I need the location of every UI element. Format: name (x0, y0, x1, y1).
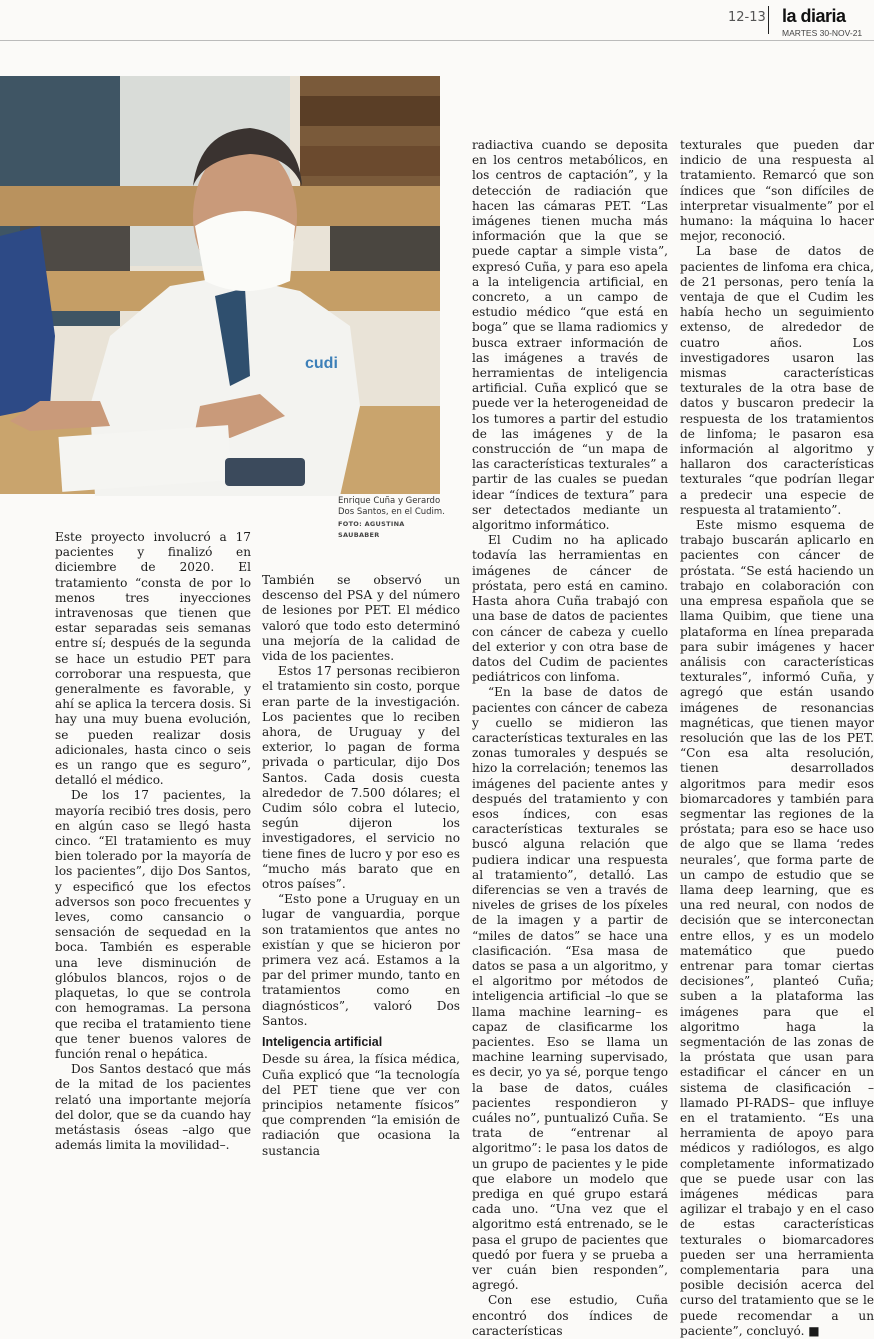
header-divider (768, 6, 769, 34)
photo-caption (338, 496, 448, 541)
paragraph: La base de datos de pacientes de linfoma era chica, de 21 personas, pero tenía la ventaja de que el Cudim les había hecho un seguimiento extenso, de alrededor de cuatro años. Los investigadores usaron las mismas características texturales de la otra base de datos y buscaron predecir la respuesta de los tratamientos de linfoma; le pasaron esa información al algoritmo y hallaron dos características texturales “que podrían llegar a predecir una especie de respuesta al tratamiento”. (680, 244, 874, 517)
issue-date: MARTES 30-NOV-21 (782, 28, 863, 38)
brand-logo: la diaria (782, 6, 846, 26)
paragraph: Con ese estudio, Cuña encontró dos índices de características (472, 1293, 668, 1338)
caption-text: Enrique Cuña y Gerardo Dos Santos, en el Cudim. (338, 496, 445, 517)
paragraph: “En la base de datos de pacientes con cáncer de cabeza y cuello se midieron las características texturales en las zonas tumorales y después se hizo la correlación; tenemos las imágenes del paciente antes y después del tratamiento y con esos índices, con esas características texturales se buscó alguna relación que pudiera indicar una respuesta al tratamiento”, detalló. Las diferencias se ven a través de niveles de grises de los píxeles de la imagen y a partir de “miles de datos” se hace una clasificación. “Esa masa de datos se pasa a un algoritmo, y el algoritmo por métodos de inteligencia artificial –lo que se llama machine learning– es capaz de clasificarme los pacientes. Eso se llama un machine learning supervisado, es decir, yo ya sé, porque tengo la base de datos, cuáles pacientes respondieron y cuáles no”, puntualizó Cuña. Se trata de “entrenar al algoritmo”: le pasa los datos de un grupo de pacientes y le pide que elabore un modelo que prediga en qué grupo estará cada uno. “Una vez que el algoritmo está entrenado, se le pasa el grupo de pacientes que quedó por fuera y se prueba a ver cuán bien responden”, agregó. (472, 685, 669, 1293)
header-rule (0, 40, 874, 41)
paragraph: Este mismo esquema de trabajo buscarán aplicarlo en pacientes con cáncer de próstata. “Se está haciendo un trabajo en colaboración con una empresa española que se llama Quibim, que tiene una plataforma en línea preparada para subir imágenes y hacer análisis con características texturales”, informó Cuña, y agregó que están usando imágenes de resonancias magnéticas, que tienen mayor resolución que las de los PET. “Con esa alta resolución, tienen desarrollados algoritmos para medir esos biomarcadores y también para segmentar las regiones de la próstata; para eso se hace uso de algo que se llama ‘redes neurales’, que forma parte de un campo de estudio que se llama deep learning, que es una red neural, con nodos de decisión que se interconectan entre ellos, y es un modelo matemático que puedo entrenar para tomar ciertas decisiones”, planteó Cuña; suben a la plataforma las imágenes para que el algoritmo haga la segmentación de las zonas de la próstata que usan para estadificar el cáncer en un sistema de clasificación –llamado PI-RADS– que influye en el tratamiento. “Es una herramienta de apoyo para médicos y radiólogos, es algo completamente informatizado que se puede usar con las imágenes médicas para agilizar el trabajo y en el caso de estas características texturales o biomarcadores pueden ser una herramienta complementaria para una posible decisión acerca del curso del tratamiento que se le puede recomendar a un paciente”, concluyó. ■ (680, 518, 874, 1338)
paragraph: Dos Santos destacó que más de la mitad de los pacientes relató una importante mejoría del dolor, que se da cuando hay metástasis óseas –algo que además limita la movilidad–. (55, 1062, 251, 1153)
paragraph: Este proyecto involucró a 17 pacientes y finalizó en diciembre de 2020. El tratamiento “consta de por lo menos tres inyecciones intravenosas que tienen que estar separadas seis semanas entre sí; después de la segunda se hace un estudio PET para corroborar una respuesta, que generalmente es favorable, y ahí se aplica la tercera dosis. Si hay una muy buena evolución, se pueden realizar dosis adicionales, hasta cinco o seis es un rango que es seguro”, detalló el médico. (55, 530, 251, 788)
coat-logo-text: cudi (305, 355, 338, 372)
page-numbers: 12-13 (728, 10, 766, 25)
paragraph: Estos 17 personas recibieron el tratamiento sin costo, porque eran parte de la investigación. Los pacientes que lo reciben ahora, de Uruguay y del exterior, lo pagan de forma privada o particular, dijo Dos Santos. Cada dosis cuesta alrededor de 7.500 dólares; el Cudim sólo cobra el lutecio, según dijeron los investigadores, el servicio no tiene fines de lucro y por eso es “mucho más barato que en otros países”. (262, 664, 460, 892)
subheading: Inteligencia artificial (262, 1035, 383, 1050)
page-header (0, 0, 874, 40)
paragraph: De los 17 pacientes, la mayoría recibió tres dosis, pero en algún caso se llegó hasta cinco. “El tratamiento es muy bien tolerado por la mayoría de los pacientes”, dijo Dos Santos, y especificó que los efectos adversos son poco frecuentes y leves, como cansancio o sensación de sequedad en la boca. También es esperable una leve disminución de glóbulos blancos, rojos o de plaquetas, lo que se controla con hemogramas. La persona que reciba el tratamiento tiene que tener buenos valores de función renal o hepática. (55, 788, 251, 1061)
paragraph: También se observó un descenso del PSA y del número de lesiones por PET. El médico valoró que todo esto determinó una mejoría de la calidad de vida de los pacientes. (262, 573, 460, 664)
article-column-1 (55, 530, 251, 1153)
paragraph: radiactiva cuando se deposita en los centros metabólicos, en los centros de captación”, y la detección de radiación que hacen las cámaras PET. “Las imágenes tienen mucha más información que la que se puede captar a simple vista”, expresó Cuña, y para eso apela a la inteligencia artificial, en concreto, a un campo de estudio médico “que está en boga” que se llama radiomics y busca extraer información de las imágenes a través de herramientas de inteligencia artificial. Cuña explicó que se puede ver la heterogeneidad de los tumores a partir del estudio de las imágenes y de la construcción de “un mapa de las características texturales” a partir de las cuales se puedan idear “índices de textura” para ser detectados mediante un algoritmo informático. (472, 138, 668, 533)
paragraph: Desde su área, la física médica, Cuña explicó que “la tecnología del PET tiene que ver con principios netamente físicos” que comprenden “la emisión de radiación que ocasiona la sustancia (262, 1052, 460, 1158)
article-photo (0, 76, 440, 494)
paragraph: “Esto pone a Uruguay en un lugar de vanguardia, porque son tratamientos que antes no existían y que se hicieron por primera vez acá. Estamos a la par del primer mundo, tanto en tratamientos como en diagnósticos”, valoró Dos Santos. (262, 892, 460, 1028)
paragraph: texturales que pueden dar indicio de una respuesta al tratamiento. Remarcó que son índices que “son difíciles de interpretar visualmente” por el humano: la máquina lo hacer mejor, reconoció. (680, 138, 874, 244)
photo-credit: FOTO: AGUSTINA SAUBABER (338, 520, 405, 539)
paragraph: El Cudim no ha aplicado todavía las herramientas en imágenes de cáncer de próstata, pero está en camino. Hasta ahora Cuña trabajó con una base de datos de pacientes con cáncer de cabeza y cuello del exterior y con otra base de datos del Cudim de pacientes pediátricos con linfoma. (472, 533, 668, 685)
article-column-3 (472, 138, 669, 1338)
article-column-2 (262, 573, 460, 1158)
article-column-4 (680, 138, 874, 1338)
